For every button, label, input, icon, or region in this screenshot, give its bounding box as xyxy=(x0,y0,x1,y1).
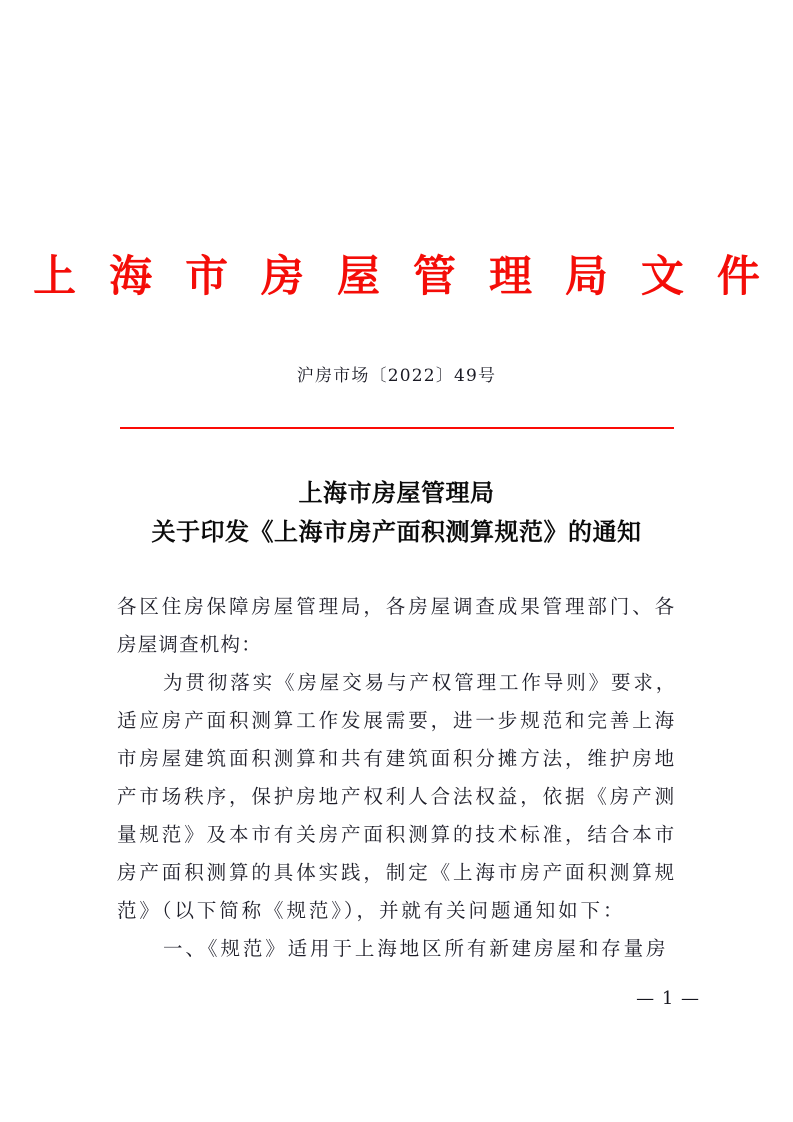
body-line-addressee-2: 房屋调查机构： xyxy=(117,633,262,656)
body-line-paragraph-4: 产市场秩序，保护房地产权利人合法权益，依据《房产测 xyxy=(117,785,678,808)
title-line-subject: 关于印发《上海市房产面积测算规范》的通知 xyxy=(151,517,642,546)
masthead-title: 上 海 市 房 屋 管 理 局 文 件 xyxy=(33,252,769,302)
body-line-paragraph-2: 适应房产面积测算工作发展需要，进一步规范和完善上海 xyxy=(117,709,678,732)
title-line-issuer: 上海市房屋管理局 xyxy=(298,478,495,507)
body-line-paragraph-1: 为贯彻落实《房屋交易与产权管理工作导则》要求， xyxy=(163,671,679,694)
body-line-paragraph-7: 范》（以下简称《规范》），并就有关问题通知如下： xyxy=(117,899,626,922)
page-number: — 1 — xyxy=(636,988,700,1009)
body-line-paragraph-3: 市房屋建筑面积测算和共有建筑面积分摊方法，维护房地 xyxy=(117,747,678,770)
document-body xyxy=(117,588,679,968)
body-line-item-1: 一、《规范》适用于上海地区所有新建房屋和存量房 xyxy=(163,937,669,960)
body-line-paragraph-6: 房产面积测算的具体实践，制定《上海市房产面积测算规 xyxy=(117,861,678,884)
document-serial-number: 沪房市场〔2022〕49号 xyxy=(296,366,497,386)
body-line-paragraph-5: 量规范》及本市有关房产面积测算的技术标准，结合本市 xyxy=(117,823,678,846)
body-line-addressee-1: 各区住房保障房屋管理局，各房屋调查成果管理部门、各 xyxy=(117,595,678,618)
red-separator-rule xyxy=(120,427,674,429)
document-title-block xyxy=(0,473,793,551)
